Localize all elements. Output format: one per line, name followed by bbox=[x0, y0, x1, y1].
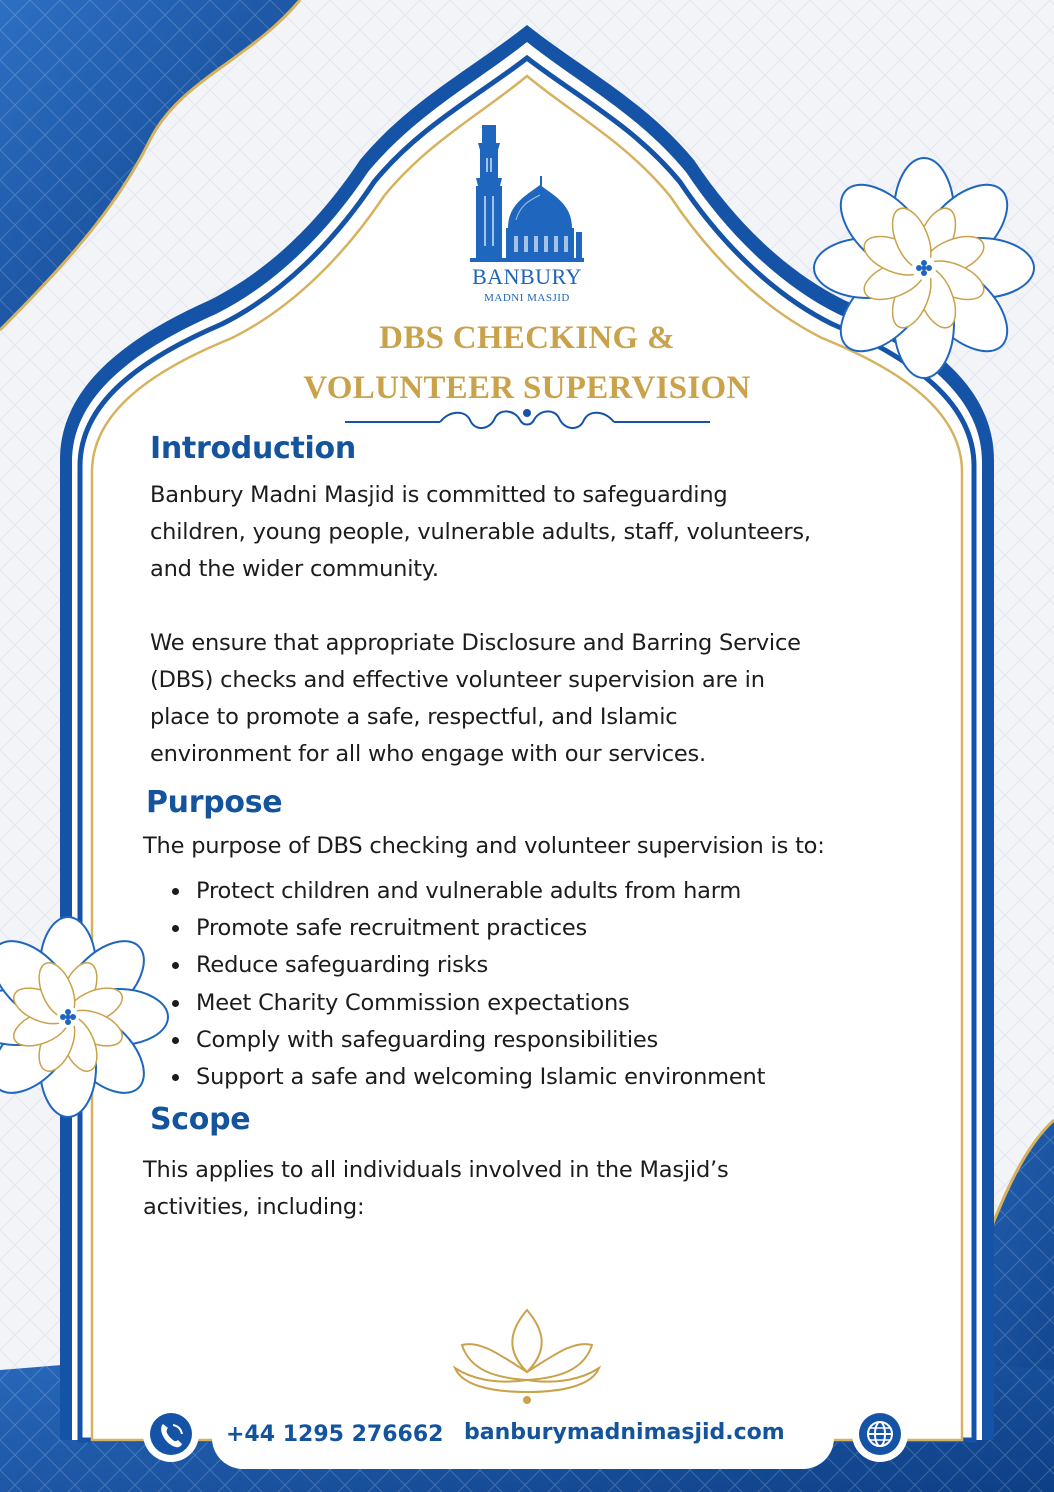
introduction-heading: Introduction bbox=[150, 431, 356, 466]
list-item: Support a safe and welcoming Islamic environment bbox=[170, 1059, 765, 1096]
scope-heading: Scope bbox=[150, 1102, 251, 1137]
purpose-heading: Purpose bbox=[146, 785, 283, 820]
list-item: Comply with safeguarding responsibilities bbox=[170, 1022, 765, 1059]
page-title-line-1: DBS CHECKING & bbox=[379, 320, 675, 356]
text-line: Banbury Madni Masjid is committed to safeguarding bbox=[150, 482, 728, 508]
list-item: Meet Charity Commission expectations bbox=[170, 985, 765, 1022]
list-item: Reduce safeguarding risks bbox=[170, 947, 765, 984]
introduction-paragraph-1 bbox=[150, 477, 811, 588]
text-line: activities, including: bbox=[143, 1194, 365, 1220]
text-line: children, young people, vulnerable adults, staff, volunteers, bbox=[150, 519, 811, 545]
text-line: We ensure that appropriate Disclosure and Barring Service bbox=[150, 630, 801, 656]
introduction-paragraph-2 bbox=[150, 625, 801, 773]
text-line: This applies to all individuals involved in the Masjid’s bbox=[143, 1157, 729, 1183]
logo-subname: MADNI MASJID bbox=[484, 292, 570, 304]
website-link[interactable]: banburymadnimasjid.com bbox=[464, 1420, 785, 1445]
phone-number[interactable]: +44 1295 276662 bbox=[226, 1422, 444, 1447]
text-line: place to promote a safe, respectful, and Islamic bbox=[150, 704, 678, 730]
text-line: and the wider community. bbox=[150, 556, 439, 582]
text-line: environment for all who engage with our services. bbox=[150, 741, 706, 767]
logo-name: BANBURY bbox=[472, 264, 582, 289]
scope-paragraph bbox=[143, 1152, 729, 1226]
page-title-line-2: VOLUNTEER SUPERVISION bbox=[303, 370, 751, 406]
globe-icon bbox=[852, 1406, 908, 1462]
purpose-intro: The purpose of DBS checking and volunteer supervision is to: bbox=[143, 833, 825, 859]
list-item: Promote safe recruitment practices bbox=[170, 910, 765, 947]
text-line: (DBS) checks and effective volunteer supervision are in bbox=[150, 667, 765, 693]
phone-icon bbox=[143, 1406, 199, 1462]
list-item: Protect children and vulnerable adults from harm bbox=[170, 873, 765, 910]
purpose-bullet-list bbox=[170, 873, 765, 1096]
